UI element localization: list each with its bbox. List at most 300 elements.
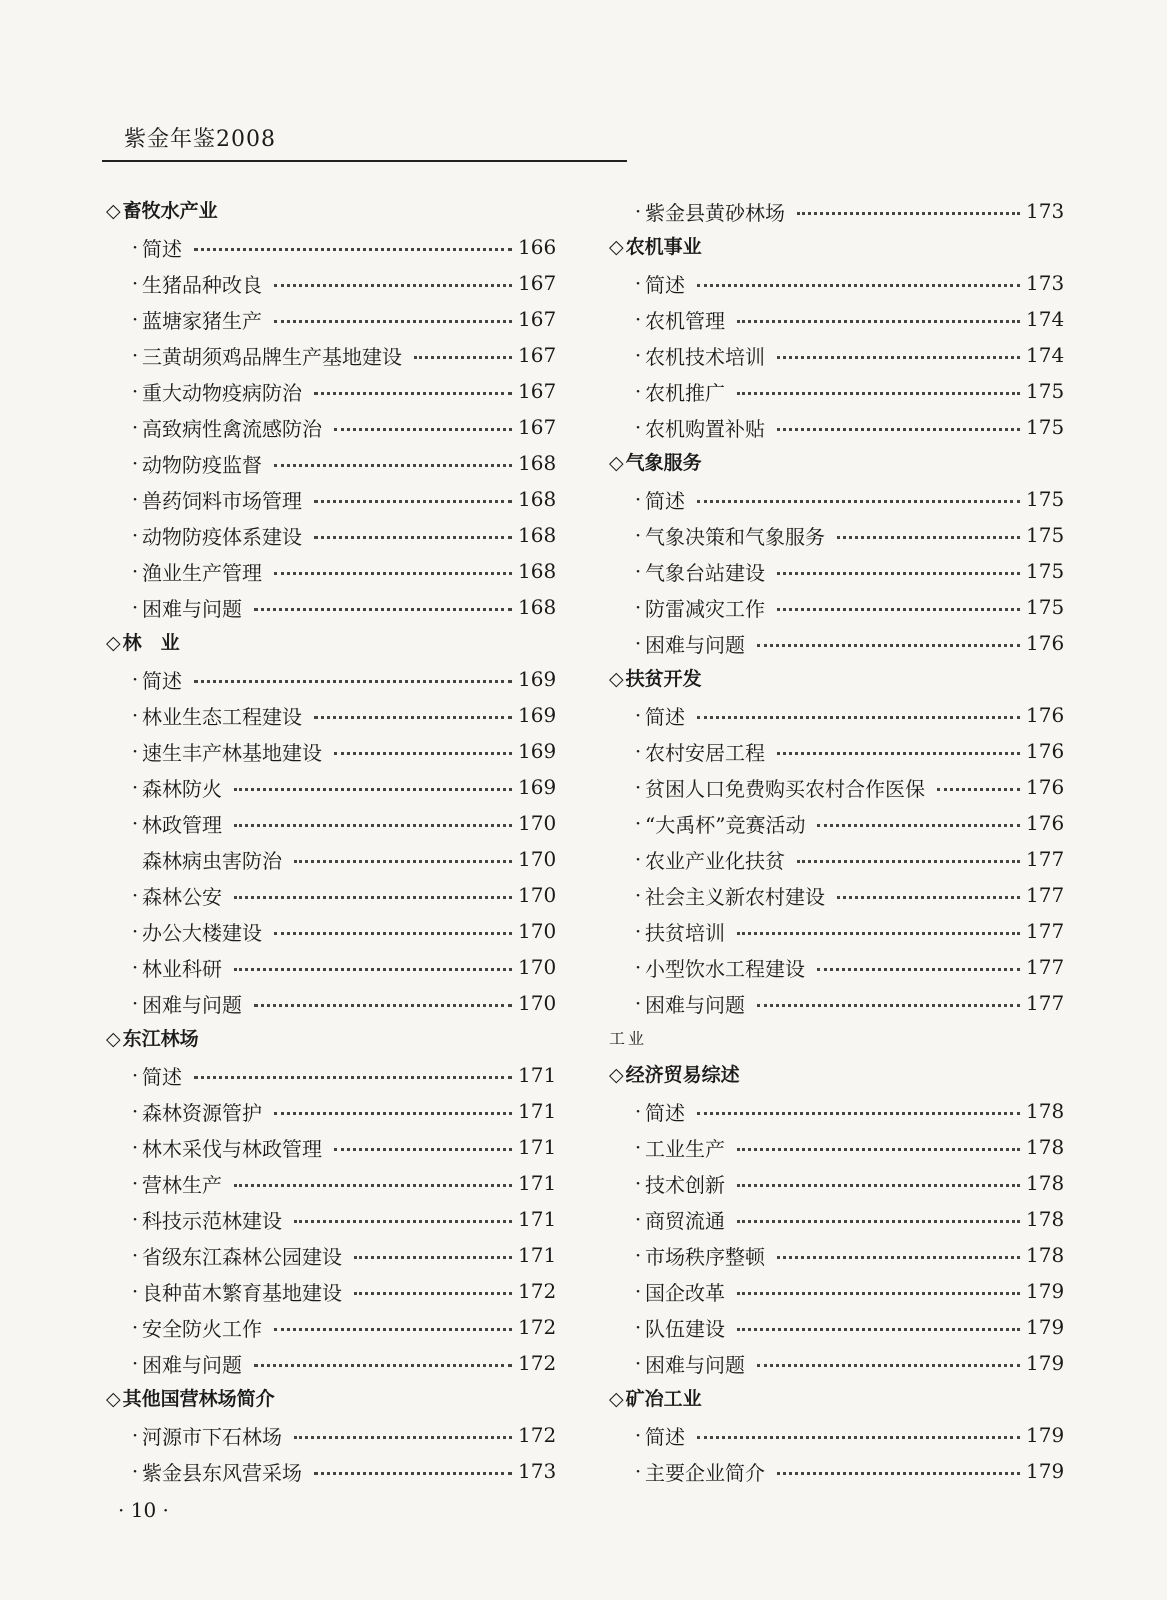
- toc-entry[interactable]: [106, 1057, 556, 1093]
- toc-section-heading: [609, 1381, 1064, 1417]
- toc-entry[interactable]: [609, 301, 1064, 337]
- toc-entry-label: 市场秩序整顿: [645, 1244, 765, 1269]
- bullet-icon: ·: [634, 343, 642, 367]
- toc-entry-page: 171: [518, 1063, 557, 1087]
- toc-entry-label: 林木采伐与林政管理: [142, 1136, 322, 1161]
- dot-leader: [737, 1148, 1020, 1151]
- bullet-icon: ·: [131, 919, 139, 943]
- bullet-icon: ·: [634, 1099, 642, 1123]
- toc-entry-page: 171: [518, 1207, 557, 1231]
- bullet-icon: ·: [131, 1351, 139, 1375]
- bullet-icon: ·: [634, 775, 642, 799]
- bullet-icon: ·: [634, 199, 642, 223]
- toc-entry[interactable]: [609, 1201, 1064, 1237]
- toc-section-heading: [106, 193, 556, 229]
- toc-entry-label: 办公大楼建设: [142, 920, 262, 945]
- toc-entry-label: 动物防疫体系建设: [142, 524, 302, 549]
- dot-leader: [737, 1184, 1020, 1187]
- bullet-icon: ·: [131, 271, 139, 295]
- toc-entry-label: 农村安居工程: [645, 740, 765, 765]
- toc-entry-label: 简述: [645, 704, 685, 729]
- toc-section-heading: [106, 1381, 556, 1417]
- toc-entry[interactable]: [106, 841, 556, 877]
- toc-entry-label: 农机推广: [645, 380, 725, 405]
- toc-entry-page: 175: [1026, 487, 1065, 511]
- toc-entry[interactable]: [106, 913, 556, 949]
- toc-entry-label: 安全防火工作: [142, 1316, 262, 1341]
- bullet-icon: ·: [131, 487, 139, 511]
- toc-entry-page: 179: [1026, 1279, 1065, 1303]
- toc-entry[interactable]: [106, 337, 556, 373]
- toc-entry[interactable]: [609, 1453, 1064, 1489]
- dot-leader: [777, 1472, 1020, 1475]
- dot-leader: [274, 284, 512, 287]
- toc-entry[interactable]: [106, 1201, 556, 1237]
- bullet-icon: ·: [634, 847, 642, 871]
- toc-entry-page: 169: [518, 667, 557, 691]
- toc-right-column: [609, 193, 1064, 1489]
- toc-entry-label: 森林防火: [142, 776, 222, 801]
- toc-entry-label: 河源市下石林场: [142, 1424, 282, 1449]
- toc-entry-page: 167: [518, 271, 557, 295]
- toc-entry-label: 紫金县东风营采场: [142, 1460, 302, 1485]
- dot-leader: [414, 356, 512, 359]
- bullet-icon: ·: [634, 1351, 642, 1375]
- bullet-icon: ·: [131, 307, 139, 331]
- toc-entry[interactable]: [106, 553, 556, 589]
- toc-entry[interactable]: [609, 373, 1064, 409]
- toc-entry-page: 175: [1026, 523, 1065, 547]
- bullet-icon: ·: [634, 631, 642, 655]
- toc-entry-page: 168: [518, 451, 557, 475]
- toc-entry-label: 商贸流通: [645, 1208, 725, 1233]
- toc-entry-label: 森林病虫害防治: [142, 848, 282, 873]
- toc-entry-label: 简述: [645, 488, 685, 513]
- toc-entry-page: 173: [518, 1459, 557, 1483]
- toc-entry[interactable]: [609, 841, 1064, 877]
- toc-entry[interactable]: [609, 517, 1064, 553]
- toc-entry-page: 170: [518, 847, 557, 871]
- toc-entry-page: 169: [518, 775, 557, 799]
- bullet-icon: ·: [634, 1243, 642, 1267]
- section-title: 农机事业: [625, 236, 702, 258]
- dot-leader: [334, 428, 512, 431]
- toc-entry[interactable]: [609, 913, 1064, 949]
- toc-entry[interactable]: [609, 481, 1064, 517]
- dot-leader: [777, 356, 1020, 359]
- bullet-icon: ·: [634, 595, 642, 619]
- toc-entry-label: 困难与问题: [645, 1352, 745, 1377]
- bullet-icon: ·: [131, 343, 139, 367]
- toc-entry[interactable]: [609, 193, 1064, 229]
- toc-entry-page: 168: [518, 487, 557, 511]
- toc-entry-label: 生猪品种改良: [142, 272, 262, 297]
- toc-entry-page: 177: [1026, 919, 1065, 943]
- toc-entry[interactable]: [609, 1417, 1064, 1453]
- dot-leader: [234, 896, 512, 899]
- diamond-icon: ◇: [106, 1028, 121, 1050]
- toc-entry[interactable]: [609, 769, 1064, 805]
- toc-entry[interactable]: [106, 1237, 556, 1273]
- bullet-icon: ·: [634, 415, 642, 439]
- bullet-icon: ·: [131, 1279, 139, 1303]
- toc-entry-page: 177: [1026, 847, 1065, 871]
- section-title: 扶贫开发: [625, 668, 702, 690]
- toc-entry[interactable]: [609, 1309, 1064, 1345]
- dot-leader: [334, 752, 512, 755]
- section-title: 林 业: [122, 632, 180, 654]
- dot-leader: [274, 464, 512, 467]
- toc-entry-label: 简述: [142, 1064, 182, 1089]
- toc-entry-label: 林业生态工程建设: [142, 704, 302, 729]
- toc-entry-label: 困难与问题: [645, 632, 745, 657]
- toc-entry-page: 172: [518, 1315, 557, 1339]
- bullet-icon: ·: [131, 667, 139, 691]
- bullet-icon: ·: [634, 1315, 642, 1339]
- toc-entry-label: 困难与问题: [645, 992, 745, 1017]
- toc-section-heading: [106, 625, 556, 661]
- toc-entry-page: 174: [1026, 343, 1065, 367]
- bullet-icon: ·: [634, 1135, 642, 1159]
- toc-entry-label: 农机购置补贴: [645, 416, 765, 441]
- bullet-icon: ·: [131, 811, 139, 835]
- bullet-icon: ·: [131, 415, 139, 439]
- dot-leader: [314, 536, 512, 539]
- toc-entry[interactable]: [609, 1345, 1064, 1381]
- toc-entry-page: 169: [518, 703, 557, 727]
- toc-entry-label: 兽药饲料市场管理: [142, 488, 302, 513]
- bullet-icon: ·: [634, 883, 642, 907]
- dot-leader: [697, 1436, 1020, 1439]
- toc-entry-label: 农业产业化扶贫: [645, 848, 785, 873]
- bullet-icon: ·: [131, 1135, 139, 1159]
- toc-entry-label: 简述: [645, 272, 685, 297]
- bullet-icon: ·: [634, 1423, 642, 1447]
- toc-entry[interactable]: [106, 481, 556, 517]
- toc-entry-label: 困难与问题: [142, 596, 242, 621]
- toc-entry-label: 技术创新: [645, 1172, 725, 1197]
- dot-leader: [797, 860, 1020, 863]
- dot-leader: [697, 1112, 1020, 1115]
- toc-entry-page: 167: [518, 415, 557, 439]
- bullet-icon: ·: [131, 451, 139, 475]
- toc-entry-label: 高致病性禽流感防治: [142, 416, 322, 441]
- toc-entry[interactable]: [106, 877, 556, 913]
- bullet-icon: ·: [634, 739, 642, 763]
- toc-entry-page: 172: [518, 1351, 557, 1375]
- toc-entry-page: 170: [518, 955, 557, 979]
- bullet-icon: ·: [634, 1459, 642, 1483]
- bullet-icon: ·: [634, 487, 642, 511]
- bullet-icon: ·: [634, 811, 642, 835]
- toc-entry[interactable]: [609, 985, 1064, 1021]
- toc-entry-page: 173: [1026, 271, 1065, 295]
- toc-entry-page: 169: [518, 739, 557, 763]
- section-title: 东江林场: [122, 1028, 199, 1050]
- dot-leader: [234, 788, 512, 791]
- toc-entry-label: 困难与问题: [142, 1352, 242, 1377]
- bullet-icon: ·: [131, 1207, 139, 1231]
- bullet-icon: ·: [131, 1171, 139, 1195]
- toc-section-heading: [106, 1021, 556, 1057]
- toc-left-column: [106, 193, 556, 1489]
- toc-entry-page: 174: [1026, 307, 1065, 331]
- toc-entry[interactable]: [609, 337, 1064, 373]
- dot-leader: [737, 1292, 1020, 1295]
- toc-entry[interactable]: [106, 445, 556, 481]
- toc-entry[interactable]: [106, 733, 556, 769]
- toc-entry-label: 营林生产: [142, 1172, 222, 1197]
- dot-leader: [194, 680, 512, 683]
- bullet-icon: ·: [131, 235, 139, 259]
- toc-entry-label: 农机管理: [645, 308, 725, 333]
- toc-entry-page: 178: [1026, 1171, 1065, 1195]
- diamond-icon: ◇: [106, 632, 121, 654]
- toc-entry-label: 简述: [142, 668, 182, 693]
- toc-entry[interactable]: [609, 733, 1064, 769]
- dot-leader: [737, 932, 1020, 935]
- bullet-icon: ·: [634, 991, 642, 1015]
- dot-leader: [314, 1472, 512, 1475]
- toc-entry-page: 168: [518, 559, 557, 583]
- toc-entry-label: 重大动物疫病防治: [142, 380, 302, 405]
- bullet-icon: ·: [131, 883, 139, 907]
- toc-entry[interactable]: [609, 625, 1064, 661]
- toc-entry-label: 小型饮水工程建设: [645, 956, 805, 981]
- bullet-icon: ·: [131, 1423, 139, 1447]
- toc-entry[interactable]: [106, 1345, 556, 1381]
- dot-leader: [737, 392, 1020, 395]
- toc-entry[interactable]: [609, 1237, 1064, 1273]
- toc-entry-label: 科技示范林建设: [142, 1208, 282, 1233]
- toc-entry-page: 170: [518, 811, 557, 835]
- toc-entry[interactable]: [609, 409, 1064, 445]
- dot-leader: [817, 824, 1020, 827]
- dot-leader: [837, 896, 1020, 899]
- toc-entry[interactable]: [609, 1165, 1064, 1201]
- dot-leader: [697, 716, 1020, 719]
- diamond-icon: ◇: [609, 668, 624, 690]
- bullet-icon: ·: [131, 775, 139, 799]
- toc-entry[interactable]: [106, 697, 556, 733]
- dot-leader: [254, 1364, 512, 1367]
- toc-entry[interactable]: [609, 697, 1064, 733]
- toc-entry[interactable]: [609, 553, 1064, 589]
- toc-entry[interactable]: [609, 265, 1064, 301]
- toc-entry-page: 176: [1026, 775, 1065, 799]
- dot-leader: [777, 428, 1020, 431]
- toc-entry-page: 167: [518, 379, 557, 403]
- dot-leader: [274, 932, 512, 935]
- dot-leader: [697, 500, 1020, 503]
- toc-entry[interactable]: [609, 589, 1064, 625]
- toc-entry-label: 良种苗木繁育基地建设: [142, 1280, 342, 1305]
- toc-entry[interactable]: [106, 1453, 556, 1489]
- bullet-icon: ·: [131, 595, 139, 619]
- diamond-icon: ◇: [609, 1064, 624, 1086]
- dot-leader: [757, 1364, 1020, 1367]
- toc-entry-page: 177: [1026, 955, 1065, 979]
- section-title: 经济贸易综述: [625, 1064, 740, 1086]
- header-rule: [102, 160, 627, 162]
- toc-entry-label: 国企改革: [645, 1280, 725, 1305]
- diamond-icon: ◇: [609, 1388, 624, 1410]
- bullet-icon: ·: [634, 271, 642, 295]
- toc-entry[interactable]: [106, 229, 556, 265]
- toc-entry-label: 动物防疫监督: [142, 452, 262, 477]
- toc-entry-label: 队伍建设: [645, 1316, 725, 1341]
- toc-entry-label: 速生丰产林基地建设: [142, 740, 322, 765]
- bullet-icon: ·: [131, 523, 139, 547]
- toc-entry-page: 171: [518, 1099, 557, 1123]
- toc-entry[interactable]: [106, 1129, 556, 1165]
- toc-section-heading: [609, 445, 1064, 481]
- toc-entry[interactable]: [106, 1417, 556, 1453]
- dot-leader: [194, 1076, 512, 1079]
- dot-leader: [234, 824, 512, 827]
- section-title: 矿冶工业: [625, 1388, 702, 1410]
- bullet-icon: ·: [131, 739, 139, 763]
- diamond-icon: ◇: [609, 452, 624, 474]
- toc-entry[interactable]: [609, 1129, 1064, 1165]
- bullet-icon: ·: [634, 955, 642, 979]
- toc-entry-page: 166: [518, 235, 557, 259]
- bullet-icon: ·: [131, 1315, 139, 1339]
- bullet-icon: ·: [634, 919, 642, 943]
- toc-entry[interactable]: [609, 805, 1064, 841]
- dot-leader: [314, 500, 512, 503]
- dot-leader: [777, 608, 1020, 611]
- bullet-icon: ·: [634, 703, 642, 727]
- toc-entry-label: 蓝塘家猪生产: [142, 308, 262, 333]
- toc-entry-label: 社会主义新农村建设: [645, 884, 825, 909]
- toc-entry-page: 176: [1026, 739, 1065, 763]
- toc-entry-page: 170: [518, 919, 557, 943]
- toc-entry[interactable]: [106, 805, 556, 841]
- toc-category-heading: 工业: [609, 1029, 648, 1048]
- toc-entry-page: 170: [518, 883, 557, 907]
- diamond-icon: ◇: [106, 1388, 121, 1410]
- dot-leader: [294, 860, 512, 863]
- dot-leader: [737, 320, 1020, 323]
- toc-entry-page: 170: [518, 991, 557, 1015]
- section-title: 其他国营林场简介: [122, 1388, 275, 1410]
- bullet-icon: ·: [131, 703, 139, 727]
- toc-entry[interactable]: [609, 949, 1064, 985]
- toc-entry-page: 171: [518, 1243, 557, 1267]
- dot-leader: [254, 608, 512, 611]
- bullet-icon: ·: [131, 1243, 139, 1267]
- toc-entry-page: 179: [1026, 1315, 1065, 1339]
- toc-entry[interactable]: [106, 373, 556, 409]
- diamond-icon: ◇: [609, 236, 624, 258]
- toc-entry-label: 简述: [142, 236, 182, 261]
- toc-entry-page: 172: [518, 1423, 557, 1447]
- dot-leader: [274, 572, 512, 575]
- bullet-icon: ·: [634, 523, 642, 547]
- dot-leader: [737, 1220, 1020, 1223]
- toc-entry[interactable]: [106, 985, 556, 1021]
- dot-leader: [194, 248, 512, 251]
- bullet-icon: ·: [634, 1207, 642, 1231]
- toc-section-heading: [609, 661, 1064, 697]
- page-header-title: 紫金年鉴2008: [124, 127, 276, 152]
- toc-entry[interactable]: [106, 1165, 556, 1201]
- toc-entry-page: 175: [1026, 595, 1065, 619]
- toc-entry-page: 178: [1026, 1243, 1065, 1267]
- toc-entry-page: 175: [1026, 415, 1065, 439]
- toc-entry-label: 气象台站建设: [645, 560, 765, 585]
- bullet-icon: ·: [634, 559, 642, 583]
- bullet-icon: ·: [634, 1279, 642, 1303]
- toc-entry[interactable]: [106, 1273, 556, 1309]
- toc-entry-page: 179: [1026, 1351, 1065, 1375]
- toc-section-heading: [609, 229, 1064, 265]
- toc-entry-label: 困难与问题: [142, 992, 242, 1017]
- dot-leader: [334, 1148, 512, 1151]
- bullet-icon: ·: [634, 379, 642, 403]
- dot-leader: [737, 1328, 1020, 1331]
- toc-entry[interactable]: [106, 517, 556, 553]
- dot-leader: [274, 1328, 512, 1331]
- toc-entry[interactable]: [609, 1093, 1064, 1129]
- dot-leader: [294, 1220, 512, 1223]
- bullet-icon: ·: [131, 1099, 139, 1123]
- toc-entry[interactable]: [106, 409, 556, 445]
- toc-entry[interactable]: [106, 301, 556, 337]
- toc-entry-label: 森林资源管护: [142, 1100, 262, 1125]
- toc-entry[interactable]: [609, 877, 1064, 913]
- dot-leader: [697, 284, 1020, 287]
- dot-leader: [777, 572, 1020, 575]
- dot-leader: [757, 644, 1020, 647]
- toc-entry-page: 172: [518, 1279, 557, 1303]
- toc-entry-label: 贫困人口免费购买农村合作医保: [645, 776, 925, 801]
- toc-entry[interactable]: [106, 769, 556, 805]
- bullet-icon: ·: [131, 379, 139, 403]
- dot-leader: [294, 1436, 512, 1439]
- toc-entry-page: 175: [1026, 559, 1065, 583]
- toc-entry[interactable]: [106, 661, 556, 697]
- toc-entry-page: 167: [518, 343, 557, 367]
- toc-entry[interactable]: [106, 265, 556, 301]
- dot-leader: [314, 392, 512, 395]
- toc-entry-label: 简述: [645, 1424, 685, 1449]
- bullet-icon: ·: [131, 1459, 139, 1483]
- dot-leader: [274, 320, 512, 323]
- toc-entry-page: 173: [1026, 199, 1065, 223]
- toc-entry-label: 主要企业简介: [645, 1460, 765, 1485]
- page-number: · 10 ·: [118, 1498, 169, 1522]
- dot-leader: [777, 752, 1020, 755]
- dot-leader: [937, 788, 1020, 791]
- toc-entry[interactable]: [106, 949, 556, 985]
- toc-entry[interactable]: [106, 589, 556, 625]
- bullet-icon: ·: [131, 955, 139, 979]
- toc-entry[interactable]: [609, 1273, 1064, 1309]
- toc-entry-label: “大禹杯”竞赛活动: [645, 812, 806, 837]
- toc-entry-page: 167: [518, 307, 557, 331]
- dot-leader: [817, 968, 1020, 971]
- toc-entry[interactable]: [106, 1093, 556, 1129]
- toc-entry-page: 168: [518, 595, 557, 619]
- toc-entry[interactable]: [106, 1309, 556, 1345]
- bullet-icon: ·: [131, 991, 139, 1015]
- toc-entry-label: 林政管理: [142, 812, 222, 837]
- dot-leader: [797, 212, 1020, 215]
- toc-entry-label: 森林公安: [142, 884, 222, 909]
- toc-entry-label: 扶贫培训: [645, 920, 725, 945]
